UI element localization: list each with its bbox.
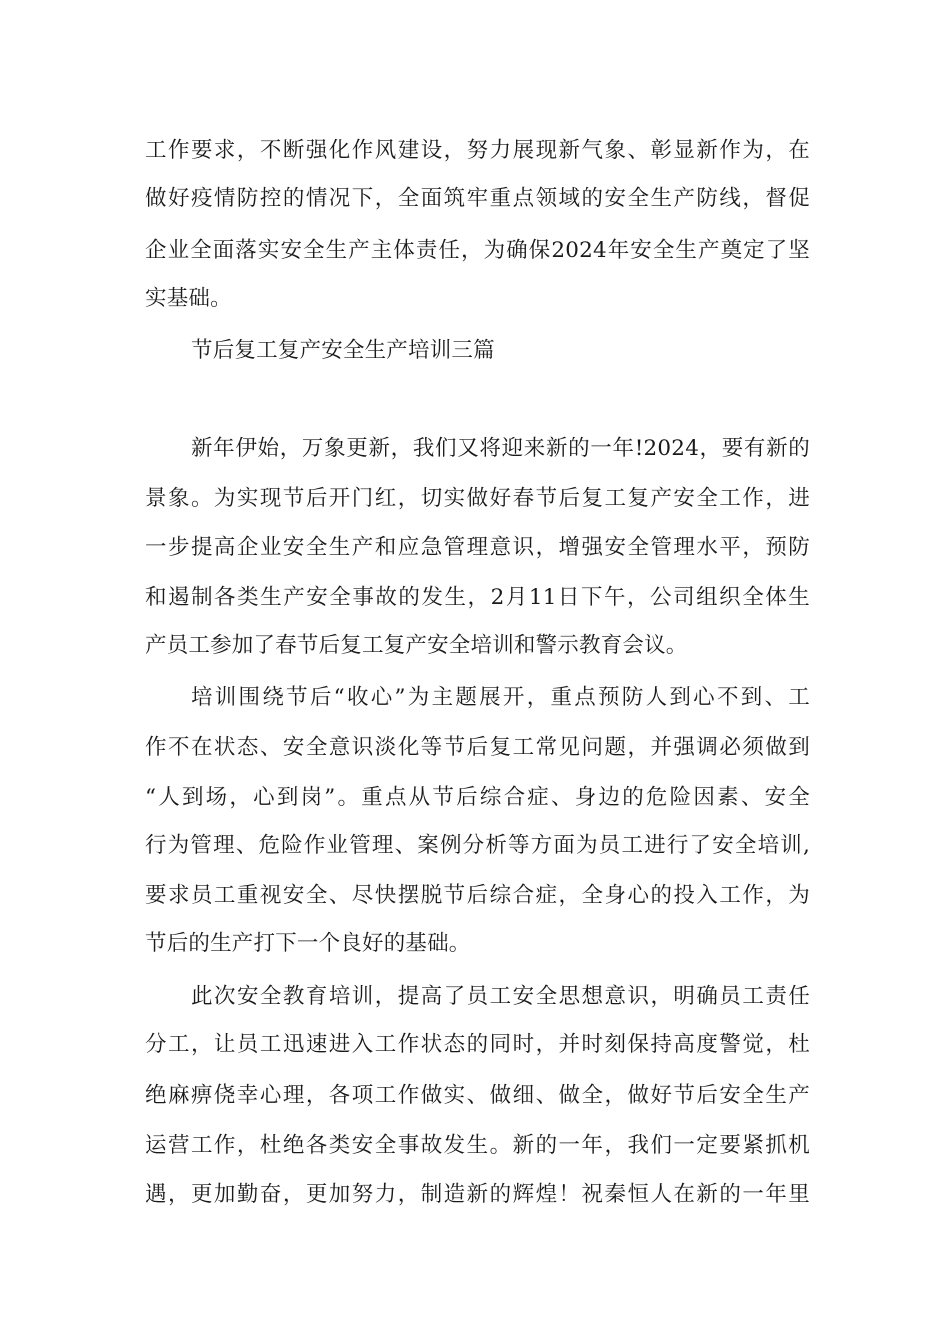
paragraph-line: 实基础。 xyxy=(145,286,232,311)
paragraph-line: 工作要求，不断强化作风建设，努力展现新气象、彰显新作为，在 xyxy=(145,138,810,163)
paragraph-line: “人到场，心到岗”。重点从节后综合症、身边的危险因素、安全 xyxy=(145,785,810,810)
paragraph-line: 景象。为实现节后开门红，切实做好春节后复工复产安全工作，进 xyxy=(145,486,810,511)
section-title: 节后复工复产安全生产培训三篇 xyxy=(191,338,495,363)
paragraph-line: 绝麻痹侥幸心理，各项工作做实、做细、做全，做好节后安全生产 xyxy=(145,1083,810,1108)
paragraph-line: 遇，更加勤奋，更加努力，制造新的辉煌！祝秦恒人在新的一年里 xyxy=(145,1182,810,1207)
paragraph-line: 分工，让员工迅速进入工作状态的同时，并时刻保持高度警觉，杜 xyxy=(145,1032,810,1057)
paragraph-line: 要求员工重视安全、尽快摆脱节后综合症，全身心的投入工作，为 xyxy=(145,883,810,908)
paragraph-line: 企业全面落实安全生产主体责任，为确保2024年安全生产奠定了坚 xyxy=(145,238,810,263)
paragraph-line: 运营工作，杜绝各类安全事故发生。新的一年，我们一定要紧抓机 xyxy=(145,1133,810,1158)
paragraph-line: 做好疫情防控的情况下，全面筑牢重点领域的安全生产防线，督促 xyxy=(145,186,810,211)
paragraph-line: 此次安全教育培训，提高了员工安全思想意识，明确员工责任 xyxy=(191,984,810,1009)
paragraph-line: 作不在状态、安全意识淡化等节后复工常见问题，并强调必须做到 xyxy=(145,735,810,760)
paragraph-line: 和遏制各类生产安全事故的发生，2月11日下午，公司组织全体生 xyxy=(145,585,810,610)
paragraph-line: 节后的生产打下一个良好的基础。 xyxy=(145,931,471,956)
paragraph-line: 行为管理、危险作业管理、案例分析等方面为员工进行了安全培训, xyxy=(145,833,810,858)
paragraph-line: 培训围绕节后“收心”为主题展开，重点预防人到心不到、工 xyxy=(191,685,810,710)
paragraph-line: 产员工参加了春节后复工复产安全培训和警示教育会议。 xyxy=(145,633,688,658)
paragraph-line: 新年伊始，万象更新，我们又将迎来新的一年!2024，要有新的 xyxy=(191,436,810,461)
paragraph-line: 一步提高企业安全生产和应急管理意识，增强安全管理水平，预防 xyxy=(145,535,810,560)
